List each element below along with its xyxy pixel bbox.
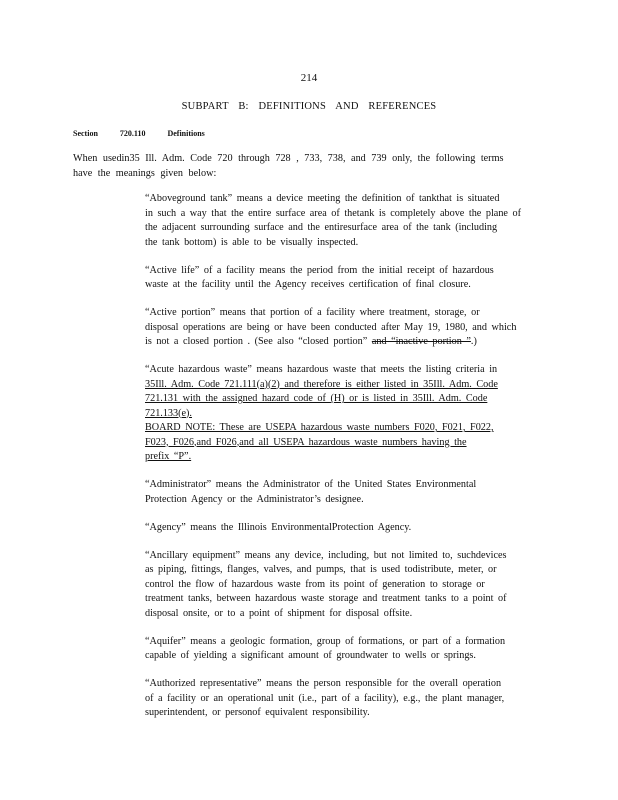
definition-line: “Administrator” means the Administrator of the United States Environmental xyxy=(145,479,477,490)
definition-authorized-representative xyxy=(145,677,549,721)
definition-active-portion xyxy=(145,306,549,350)
underlined-line: 35Ill. Adm. Code 721.111(a)(2) and therefore is either listed in 35Ill. Adm. Code xyxy=(145,378,498,390)
definition-line: of a facility or an operational unit (i.e., part of a facility), e.g., the plant manager, xyxy=(145,692,505,704)
definition-line: “Aboveground tank” means a device meeting the definition of tankthat is situated xyxy=(145,193,500,204)
definition-line: treatment tanks, between hazardous waste storage and treatment tanks to a point of xyxy=(145,593,507,604)
definition-line: “Acute hazardous waste” means hazardous waste that meets the listing criteria in xyxy=(145,364,498,375)
intro-line: have the meanings given below: xyxy=(73,167,217,179)
underlined-board-note: BOARD NOTE: These are USEPA hazardous waste numbers F020, F021, F022, xyxy=(145,422,494,433)
intro-paragraph xyxy=(73,152,523,181)
section-title: Definitions xyxy=(167,129,205,138)
underlined-line: prefix “P”. xyxy=(145,451,192,462)
definition-line: disposal operations are being or have been conducted after May 19, 1980, and which xyxy=(145,321,517,333)
subpart-heading: SUBPART B: DEFINITIONS AND REFERENCES xyxy=(181,101,437,112)
definition-line: waste at the facility until the Agency receives certification of final closure. xyxy=(145,279,471,290)
definition-administrator xyxy=(145,478,549,507)
definition-line: capable of yielding a significant amount of groundwater to wells or springs. xyxy=(145,650,476,661)
definition-line: “Active portion” means that portion of a facility where treatment, storage, or xyxy=(145,307,480,318)
definition-aboveground-tank xyxy=(145,192,549,250)
section-number: 720.110 xyxy=(119,129,146,138)
underlined-line: 721.131 with the assigned hazard code of (H) or is listed in 35Ill. Adm. Code xyxy=(145,393,488,404)
definition-line: “Authorized representative” means the person responsible for the overall operation xyxy=(145,678,502,689)
definitions-list xyxy=(145,192,549,734)
definition-agency xyxy=(145,521,549,536)
definition-line: “Aquifer” means a geologic formation, group of formations, or part of a formation xyxy=(145,635,506,647)
intro-line: When usedin35 Ill. Adm. Code 720 through 728 , 733, 738, and 739 only, the following terms xyxy=(73,153,504,164)
definition-line: Protection Agency or the Administrator’s designee. xyxy=(145,493,364,505)
definition-line: “Active life” of a facility means the period from the initial receipt of hazardous xyxy=(145,264,494,276)
definition-acute-hazardous-waste xyxy=(145,363,549,465)
struck-text: and “inactive portion ” xyxy=(371,336,471,347)
definition-line: in such a way that the entire surface area of thetank is completely above the plane of xyxy=(145,207,521,219)
definition-line-with-strike xyxy=(145,335,549,350)
definition-ancillary-equipment xyxy=(145,549,549,622)
definition-active-life xyxy=(145,264,549,293)
underlined-line: F023, F026,and F026,and all USEPA hazardous waste numbers having the xyxy=(145,436,467,448)
section-heading xyxy=(73,129,227,138)
definition-line: superintendent, or personof equivalent responsibility. xyxy=(145,707,370,718)
definition-aquifer xyxy=(145,635,549,664)
definition-line: control the flow of hazardous waste from its point of generation to storage or xyxy=(145,578,485,590)
definition-line: “Ancillary equipment” means any device, including, but not limited to, suchdevices xyxy=(145,549,507,561)
section-label: Section xyxy=(73,129,98,138)
page-number: 214 xyxy=(300,72,318,84)
definition-text: is not a closed portion . (See also “closed portion” xyxy=(145,336,372,347)
underlined-line: 721.133(e). xyxy=(145,407,192,419)
definition-line: “Agency” means the Illinois EnvironmentalProtection Agency. xyxy=(145,521,412,533)
definition-line: as piping, fittings, flanges, valves, and pumps, that is used todistribute, meter, or xyxy=(145,564,497,575)
definition-line: the tank bottom) is able to be visually inspected. xyxy=(145,236,359,248)
definition-line: disposal onsite, or to a point of shipment for disposal offsite. xyxy=(145,607,413,619)
definition-text: .) xyxy=(470,336,477,347)
definition-line: the adjacent surrounding surface and the entiresurface area of the tank (including xyxy=(145,222,498,233)
